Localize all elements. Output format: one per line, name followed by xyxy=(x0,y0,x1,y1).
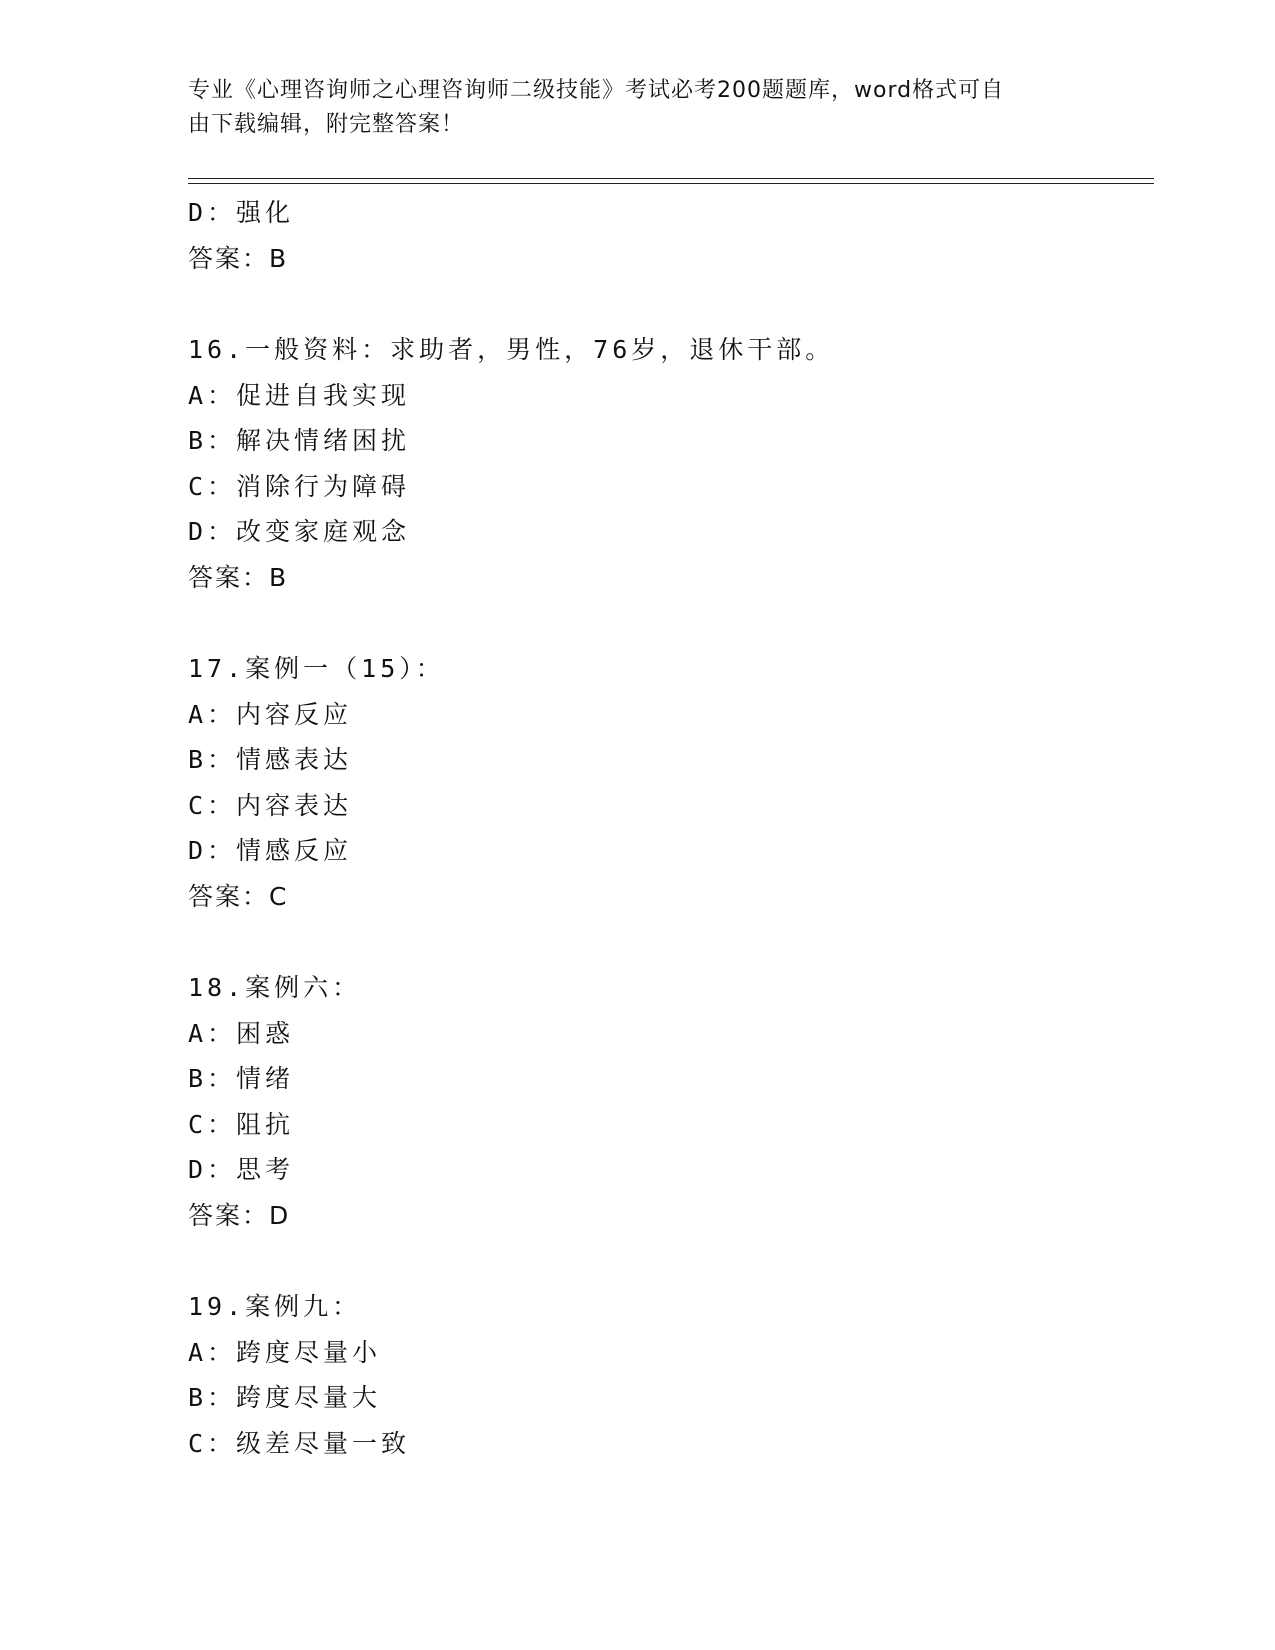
spacer xyxy=(188,1238,1148,1284)
question-17 xyxy=(188,646,1148,919)
answer-line: 答案：B xyxy=(188,562,289,592)
question-16 xyxy=(188,327,1148,600)
answer-line: 答案：C xyxy=(188,881,289,911)
option-c: C：级差尽量一致 xyxy=(188,1428,411,1458)
option-a: A：跨度尽量小 xyxy=(188,1337,382,1367)
header-title-line-2: 由下载编辑，附完整答案！ xyxy=(188,112,465,137)
answer-line: 答案：B xyxy=(188,243,289,273)
option-d: D：思考 xyxy=(188,1155,295,1184)
option-b: B：情绪 xyxy=(188,1064,295,1093)
spacer xyxy=(188,281,1148,327)
spacer xyxy=(188,600,1148,646)
carryover-block xyxy=(188,190,1148,281)
option-d: D：强化 xyxy=(188,198,295,227)
question-stem: 16.一般资料：求助者，男性，76岁，退休干部。 xyxy=(188,335,835,364)
option-c: C：内容表达 xyxy=(188,790,353,820)
header-divider-bottom xyxy=(188,183,1154,184)
option-a: A：促进自我实现 xyxy=(188,380,411,410)
question-list xyxy=(188,190,1148,1466)
header-title-line-1: 专业《心理咨询师之心理咨询师二级技能》考试必考200题题库，word格式可自 xyxy=(188,78,1005,103)
option-b: B：解决情绪困扰 xyxy=(188,426,411,455)
option-a: A：困惑 xyxy=(188,1018,295,1048)
question-stem: 17.案例一（15）： xyxy=(188,654,445,683)
option-a: A：内容反应 xyxy=(188,699,353,729)
option-c: C：阻抗 xyxy=(188,1109,295,1139)
option-d: D：改变家庭观念 xyxy=(188,517,411,546)
option-d: D：情感反应 xyxy=(188,836,353,865)
option-c: C：消除行为障碍 xyxy=(188,471,411,501)
header-divider-top xyxy=(188,178,1154,179)
question-stem: 18.案例六： xyxy=(188,973,362,1002)
option-b: B：跨度尽量大 xyxy=(188,1383,382,1412)
question-18 xyxy=(188,965,1148,1238)
answer-line: 答案：D xyxy=(188,1200,291,1230)
spacer xyxy=(188,919,1148,965)
document-header xyxy=(188,74,1068,142)
option-b: B：情感表达 xyxy=(188,745,353,774)
question-stem: 19.案例九： xyxy=(188,1292,362,1321)
question-19 xyxy=(188,1284,1148,1466)
